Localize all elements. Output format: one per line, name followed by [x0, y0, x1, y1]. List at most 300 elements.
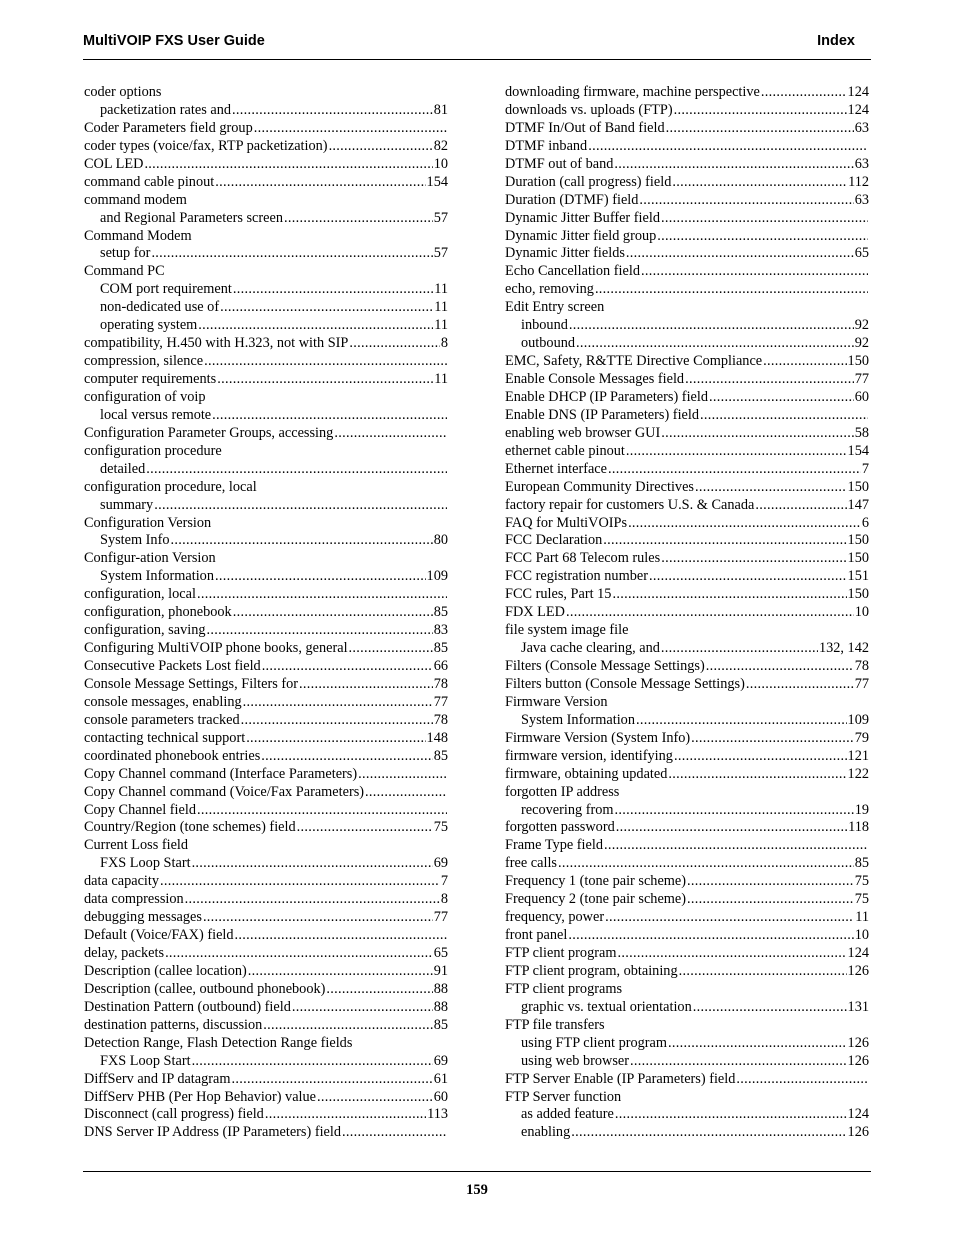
index-entry: [505, 658, 869, 676]
index-term: FTP client program: [505, 945, 617, 961]
index-term: free calls: [505, 855, 557, 872]
dot-leader: [674, 102, 847, 120]
dot-leader: [668, 766, 846, 784]
dot-leader: [297, 819, 433, 837]
index-term: System Info: [100, 532, 170, 549]
index-term: coder types (voice/fax, RTP packetization): [84, 137, 328, 154]
index-term: ethernet cable pinout: [505, 442, 625, 459]
index-term: front panel: [505, 927, 568, 944]
index-entry: [84, 120, 448, 138]
index-entry: [505, 138, 869, 156]
index-page-ref: 126: [847, 962, 869, 979]
index-page-ref: 60: [854, 388, 869, 405]
index-entry: [505, 532, 869, 550]
index-entry: [505, 84, 869, 102]
index-entry: [84, 371, 448, 389]
index-page-ref: 85: [854, 855, 869, 872]
index-subentry: [505, 335, 869, 353]
index-page-ref: 11: [434, 281, 448, 298]
dot-leader: [657, 228, 868, 246]
index-page-ref: 126: [847, 1124, 869, 1141]
index-entry: [505, 568, 869, 586]
dot-leader: [709, 389, 854, 407]
dot-leader: [232, 1071, 433, 1089]
dot-leader: [608, 461, 861, 479]
index-term: Ethernet interface: [505, 460, 607, 477]
index-term: Firmware Version: [505, 693, 608, 710]
index-entry: [84, 138, 448, 156]
index-subentry: [84, 281, 448, 299]
index-entry: [84, 479, 448, 497]
index-page-ref: 83: [433, 622, 448, 639]
dot-leader: [617, 945, 846, 963]
index-term: Frame Type field: [505, 837, 603, 854]
index-page-ref: 92: [854, 335, 869, 352]
index-page-ref: 65: [854, 245, 869, 262]
index-term: firmware version, identifying: [505, 747, 673, 764]
index-term: console parameters tracked: [84, 711, 240, 728]
index-entry: [505, 120, 869, 138]
dot-leader: [220, 299, 433, 317]
index-page-ref: 75: [433, 819, 448, 836]
dot-leader: [358, 766, 447, 784]
dot-leader: [261, 748, 432, 766]
index-term: downloads vs. uploads (FTP): [505, 101, 673, 118]
index-subentry: [84, 102, 448, 120]
dot-leader: [666, 120, 854, 138]
index-term: and Regional Parameters screen: [100, 209, 284, 226]
dot-leader: [636, 712, 847, 730]
index-entry: [505, 461, 869, 479]
index-term: FCC Part 68 Telecom rules: [505, 550, 661, 567]
index-entry: [84, 891, 448, 909]
dot-leader: [626, 245, 854, 263]
index-entry: [505, 210, 869, 228]
dot-leader: [217, 371, 433, 389]
dot-leader: [334, 425, 447, 443]
index-entry: [505, 299, 869, 317]
dot-leader: [566, 604, 854, 622]
index-entry: [505, 604, 869, 622]
index-entry: [505, 873, 869, 891]
index-term: Enable DNS (IP Parameters) field: [505, 406, 700, 423]
index-term: configuration, local: [84, 586, 196, 603]
index-term: Configuration Parameter Groups, accessing: [84, 424, 334, 441]
dot-leader: [326, 981, 432, 999]
index-entry: [505, 981, 869, 999]
index-entry: [84, 515, 448, 533]
dot-leader: [612, 586, 846, 604]
index-term: echo, removing: [505, 281, 594, 298]
dot-leader: [661, 550, 846, 568]
index-entry: [505, 891, 869, 909]
index-term: DiffServ PHB (Per Hop Behavior) value: [84, 1088, 317, 1105]
document-title: MultiVOIP FXS User Guide: [83, 33, 265, 49]
index-term: Current Loss field: [84, 837, 189, 854]
index-term: file system image file: [505, 622, 629, 639]
dot-leader: [171, 532, 433, 550]
index-page-ref: 6: [861, 514, 869, 531]
index-entry: [505, 622, 869, 640]
index-entry: [84, 963, 448, 981]
index-subentry: [505, 640, 869, 658]
dot-leader: [265, 1106, 426, 1124]
index-entry: [84, 622, 448, 640]
dot-leader: [576, 335, 854, 353]
index-entry: [505, 963, 869, 981]
index-term: enabling web browser GUI: [505, 424, 661, 441]
dot-leader: [604, 837, 868, 855]
index-subentry: [505, 317, 869, 335]
index-term: configuration of voip: [84, 388, 206, 405]
index-term: command cable pinout: [84, 173, 215, 190]
index-term: Console Message Settings, Filters for: [84, 675, 299, 692]
header-rule: [83, 59, 871, 60]
index-subentry: [505, 802, 869, 820]
index-page-ref: 118: [848, 819, 869, 836]
index-entry: [505, 425, 869, 443]
index-page-ref: 122: [847, 765, 869, 782]
index-entry: [84, 658, 448, 676]
index-page-ref: 10: [433, 155, 448, 172]
index-entry: [505, 228, 869, 246]
index-term: debugging messages: [84, 909, 202, 926]
section-title: Index: [817, 33, 855, 49]
index-term: Command PC: [84, 263, 165, 280]
dot-leader: [246, 730, 425, 748]
index-term: Default (Voice/FAX) field: [84, 927, 234, 944]
dot-leader: [197, 586, 447, 604]
index-page-ref: 131: [847, 998, 869, 1015]
index-page-ref: 124: [847, 1106, 869, 1123]
index-entry: [505, 784, 869, 802]
footer-rule: [83, 1171, 871, 1172]
dot-leader: [615, 1106, 847, 1124]
index-term: contacting technical support: [84, 729, 246, 746]
index-page-ref: 124: [847, 84, 869, 100]
index-entry: [505, 102, 869, 120]
index-term: FTP client program, obtaining: [505, 962, 678, 979]
index-entry: [84, 84, 448, 102]
index-subentry: [84, 299, 448, 317]
dot-leader: [192, 1053, 433, 1071]
index-term: FCC rules, Part 15: [505, 586, 612, 603]
index-page-ref: 77: [433, 693, 448, 710]
dot-leader: [299, 676, 433, 694]
index-page-ref: 85: [433, 747, 448, 764]
index-entry: [84, 389, 448, 407]
dot-leader: [233, 281, 433, 299]
index-page-ref: 151: [847, 568, 869, 585]
dot-leader: [706, 658, 854, 676]
index-entry: [84, 1106, 448, 1124]
index-term: Enable Console Messages field: [505, 371, 685, 387]
index-subentry: [84, 497, 448, 515]
index-subentry: [505, 1106, 869, 1124]
index-entry: [84, 425, 448, 443]
index-term: command modem: [84, 191, 187, 208]
index-page-ref: 154: [847, 442, 869, 459]
index-term: detailed: [100, 460, 146, 477]
index-page-ref: 63: [854, 191, 869, 208]
index-term: as added feature: [521, 1106, 614, 1123]
dot-leader: [235, 927, 447, 945]
index-term: local versus remote: [100, 406, 212, 423]
index-entry: [84, 604, 448, 622]
index-term: Configuration Version: [84, 514, 212, 531]
dot-leader: [649, 568, 847, 586]
index-term: Dynamic Jitter field group: [505, 227, 657, 244]
index-entry: [84, 837, 448, 855]
index-entry: [84, 263, 448, 281]
dot-leader: [365, 784, 447, 802]
index-term: firmware, obtaining updated: [505, 765, 668, 782]
index-term: COM port requirement: [100, 281, 232, 298]
index-page-ref: 77: [854, 371, 869, 387]
index-term: Copy Channel command (Interface Parameters): [84, 765, 358, 782]
index-entry: [84, 909, 448, 927]
index-term: COL LED: [84, 155, 144, 172]
index-term: Disconnect (call progress) field: [84, 1106, 264, 1123]
index-page-ref: 69: [433, 1052, 448, 1069]
index-entry: [505, 1071, 869, 1089]
index-page-ref: 19: [854, 801, 869, 818]
index-entry: [505, 192, 869, 210]
dot-leader: [693, 999, 847, 1017]
index-page-ref: 88: [433, 998, 448, 1015]
index-term: setup for: [100, 245, 151, 262]
index-page-ref: 7: [440, 873, 448, 890]
dot-leader: [146, 461, 447, 479]
dot-leader: [603, 532, 846, 550]
dot-leader: [661, 640, 818, 658]
dot-leader: [212, 407, 447, 425]
index-term: coder options: [84, 84, 162, 100]
index-page-ref: 112: [848, 173, 869, 190]
index-page-ref: 124: [847, 945, 869, 961]
dot-leader: [700, 407, 868, 425]
page-number: 159: [466, 1182, 488, 1198]
index-page-ref: 150: [847, 353, 869, 370]
index-page-ref: 109: [847, 711, 869, 728]
dot-leader: [761, 84, 847, 102]
dot-leader: [679, 963, 847, 981]
index-page-ref: 150: [847, 550, 869, 567]
index-entry: [84, 443, 448, 461]
dot-leader: [558, 855, 854, 873]
index-subentry: [84, 245, 448, 263]
index-page-ref: 78: [433, 675, 448, 692]
index-entry: [505, 676, 869, 694]
index-entry: [505, 156, 869, 174]
dot-leader: [661, 210, 868, 228]
index-term: Coder Parameters field group: [84, 119, 253, 136]
index-term: enabling: [521, 1124, 571, 1141]
index-term: Description (callee, outbound phonebook): [84, 980, 326, 997]
index-term: DiffServ and IP datagram: [84, 1070, 231, 1087]
index-entry: [505, 694, 869, 712]
index-entry: [84, 927, 448, 945]
dot-leader: [233, 604, 433, 622]
dot-leader: [641, 263, 868, 281]
dot-leader: [263, 1017, 432, 1035]
index-page-ref: 65: [433, 945, 448, 961]
index-subentry: [84, 210, 448, 228]
index-page-ref: 11: [434, 371, 448, 387]
index-page-ref: 75: [854, 873, 869, 890]
dot-leader: [668, 1035, 847, 1053]
index-entry: [505, 389, 869, 407]
index-entry: [84, 550, 448, 568]
dot-leader: [243, 694, 433, 712]
index-term: forgotten password: [505, 819, 615, 836]
dot-leader: [154, 497, 447, 515]
index-page-ref: 121: [847, 747, 869, 764]
index-term: compatibility, H.450 with H.323, not with SIP: [84, 335, 349, 352]
index-term: Dynamic Jitter fields: [505, 245, 625, 262]
index-term: inbound: [521, 317, 568, 334]
index-term: FDX LED: [505, 604, 565, 621]
dot-leader: [595, 281, 868, 299]
index-page-ref: 57: [433, 209, 448, 226]
index-page-ref: 154: [426, 173, 448, 190]
index-term: using FTP client program: [521, 1034, 667, 1051]
index-subentry: [84, 461, 448, 479]
index-page-ref: 8: [440, 335, 448, 352]
dot-leader: [571, 1124, 846, 1142]
index-term: Dynamic Jitter Buffer field: [505, 209, 660, 226]
dot-leader: [215, 568, 426, 586]
index-entry: [84, 802, 448, 820]
dot-leader: [342, 1124, 447, 1142]
index-term: FAQ for MultiVOIPs: [505, 514, 628, 531]
index-page-ref: 85: [433, 604, 448, 621]
index-page-ref: 66: [433, 658, 448, 674]
index-term: EMC, Safety, R&TTE Directive Compliance: [505, 353, 763, 370]
index-entry: [505, 1089, 869, 1107]
index-entry: [505, 730, 869, 748]
index-term: DNS Server IP Address (IP Parameters) field: [84, 1124, 342, 1141]
dot-leader: [630, 1053, 847, 1071]
index-term: FCC registration number: [505, 568, 648, 585]
index-page-ref: 7: [861, 460, 869, 477]
index-term: FXS Loop Start: [100, 855, 191, 872]
dot-leader: [292, 999, 433, 1017]
index-term: System Information: [100, 568, 214, 585]
dot-leader: [317, 1089, 433, 1107]
index-term: Configur-ation Version: [84, 550, 216, 567]
index-term: summary: [100, 496, 154, 513]
index-entry: [505, 909, 869, 927]
index-term: Filters (Console Message Settings): [505, 658, 705, 674]
dot-leader: [192, 855, 433, 873]
index-entry: [84, 712, 448, 730]
index-term: recovering from: [521, 801, 614, 818]
dot-leader: [160, 873, 440, 891]
index-entry: [84, 353, 448, 371]
index-entry: [84, 586, 448, 604]
index-term: outbound: [521, 335, 576, 352]
index-term: computer requirements: [84, 371, 217, 387]
index-page-ref: 126: [847, 1052, 869, 1069]
index-entry: [84, 1035, 448, 1053]
index-term: operating system: [100, 317, 198, 334]
index-subentry: [84, 855, 448, 873]
index-term: DTMF out of band: [505, 155, 614, 172]
index-page-ref: 78: [433, 711, 448, 728]
index-term: downloading firmware, machine perspective: [505, 84, 760, 100]
index-term: Destination Pattern (outbound) field: [84, 998, 291, 1015]
index-page-ref: 10: [854, 604, 869, 621]
index-term: graphic vs. textual orientation: [521, 998, 692, 1015]
dot-leader: [232, 102, 433, 120]
index-entry: [505, 515, 869, 533]
index-entry: [84, 640, 448, 658]
page-header: [83, 33, 855, 53]
index-term: configuration procedure: [84, 442, 222, 459]
dot-leader: [736, 1071, 868, 1089]
index-entry: [505, 443, 869, 461]
index-page-ref: 124: [847, 101, 869, 118]
index-entry: [84, 819, 448, 837]
index-page-ref: 85: [433, 640, 448, 657]
index-page-ref: 92: [854, 317, 869, 334]
index-page-ref: 79: [854, 729, 869, 746]
dot-leader: [628, 515, 861, 533]
index-entry: [84, 748, 448, 766]
index-entry: [84, 1017, 448, 1035]
index-column-right: [505, 84, 869, 1142]
index-page-ref: 85: [433, 1016, 448, 1033]
index-term: destination patterns, discussion: [84, 1016, 263, 1033]
index-entry: [84, 945, 448, 963]
index-entry: [505, 174, 869, 192]
index-entry: [505, 281, 869, 299]
index-page-ref: 63: [854, 119, 869, 136]
dot-leader: [687, 873, 854, 891]
dot-leader: [605, 909, 854, 927]
index-page-ref: 8: [440, 891, 448, 908]
dot-leader: [568, 927, 853, 945]
index-term: non-dedicated use of: [100, 299, 220, 316]
index-term: console messages, enabling: [84, 693, 242, 710]
dot-leader: [755, 497, 846, 515]
index-entry: [505, 479, 869, 497]
dot-leader: [763, 353, 846, 371]
index-page-ref: 147: [847, 496, 869, 513]
index-page-ref: 11: [855, 909, 869, 926]
index-subentry: [505, 1124, 869, 1142]
index-term: FTP file transfers: [505, 1016, 605, 1033]
dot-leader: [569, 317, 854, 335]
index-term: forgotten IP address: [505, 783, 620, 800]
index-entry: [505, 586, 869, 604]
index-page-ref: 80: [433, 532, 448, 549]
index-page-ref: 109: [426, 568, 448, 585]
index-term: Edit Entry screen: [505, 299, 605, 316]
index-subentry: [505, 712, 869, 730]
index-entry: [84, 1124, 448, 1142]
index-page-ref: 113: [427, 1106, 448, 1123]
index-entry: [505, 497, 869, 515]
dot-leader: [691, 730, 854, 748]
index-term: data compression: [84, 891, 184, 908]
index-entry: [84, 228, 448, 246]
index-entry: [84, 766, 448, 784]
index-term: European Community Directives: [505, 478, 694, 495]
index-term: Frequency 1 (tone pair scheme): [505, 873, 687, 890]
index-subentry: [505, 1053, 869, 1071]
